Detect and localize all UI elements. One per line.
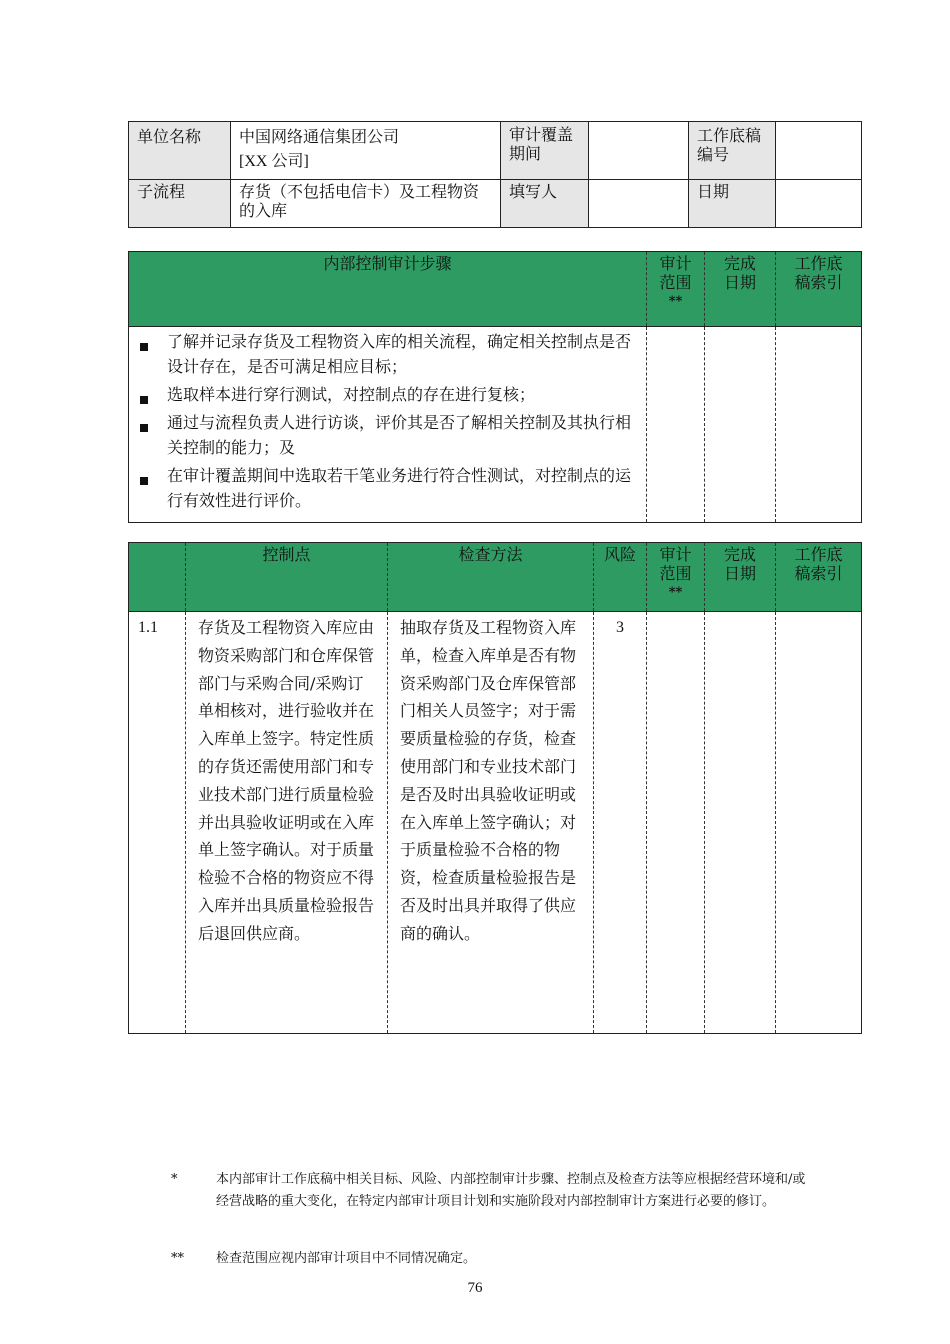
done-cell [705, 612, 776, 1034]
header-scope-text: 审计范围 [659, 254, 692, 292]
header-scope [647, 252, 705, 327]
square-bullet-icon [140, 477, 148, 485]
steps-scope-cell [647, 327, 705, 523]
period-label: 审计覆盖期间 [501, 122, 589, 180]
step-text: 选取样本进行穿行测试，对控制点的存在进行复核； [167, 385, 536, 404]
info-row-unit [129, 122, 862, 180]
steps-cell [129, 327, 647, 523]
step-text: 了解并记录存货及工程物资入库的相关流程，确定相关控制点是否设计存在，是否可满足相应目标； [167, 332, 632, 376]
footnote-mark: ** [171, 1251, 184, 1266]
step-text: 通过与流程负责人进行访谈，评价其是否了解相关控制及其执行相关控制的能力；及 [167, 413, 632, 457]
method-text: 抽取存货及工程物资入库单，检查入库单是否有物资采购部门及仓库保管部门相关人员签字；对于需要质量检验的存货，检查使用部门和专业技术部门是否及时出具验收证明或在入库单上签字确认；对于质量检验不合格的物资，检查质量检验报告是否及时出具并取得了供应商的确认。 [388, 612, 594, 1034]
date-value [776, 180, 862, 228]
header-index-text: 工作底稿索引 [794, 254, 843, 292]
header-method: 检查方法 [388, 543, 594, 612]
audit-steps-body [129, 327, 862, 523]
index-cell [776, 612, 862, 1034]
footnote-2 [171, 1248, 821, 1272]
info-table [128, 121, 862, 228]
unit-label: 单位名称 [129, 122, 231, 180]
audit-steps-table [128, 251, 862, 523]
table-row [129, 612, 862, 1034]
control-points-table [128, 542, 862, 1034]
header-control: 控制点 [186, 543, 388, 612]
header-num [129, 543, 186, 612]
risk-value: 3 [594, 612, 647, 1034]
steps-index-cell [776, 327, 862, 523]
step-text: 在审计覆盖期间中选取若干笔业务进行符合性测试，对控制点的运行有效性进行评价。 [167, 466, 632, 510]
subprocess-value: 存货（不包括电信卡）及工程物资的入库 [231, 180, 501, 228]
paper-no-value [776, 122, 862, 180]
control-header [129, 543, 862, 612]
subprocess-label: 子流程 [129, 180, 231, 228]
header-scope [647, 543, 705, 612]
list-item [139, 463, 636, 513]
header-done [705, 543, 776, 612]
square-bullet-icon [140, 424, 148, 432]
header-done-text: 完成日期 [723, 545, 756, 583]
header-done-text: 完成日期 [723, 254, 756, 292]
unit-value-line2: [XX 公司] [239, 153, 309, 170]
square-bullet-icon [140, 396, 148, 404]
unit-value-line1: 中国网络通信集团公司 [239, 127, 400, 146]
paper-no-label [689, 122, 776, 180]
scope-cell [647, 612, 705, 1034]
info-row-subprocess [129, 180, 862, 228]
header-index [776, 252, 862, 327]
page-number: 76 [467, 1280, 483, 1296]
list-item [139, 382, 636, 407]
header-steps: 内部控制审计步骤 [129, 252, 647, 327]
steps-done-cell [705, 327, 776, 523]
list-item [139, 329, 636, 379]
unit-value [231, 122, 501, 180]
paper-no-label-text: 工作底稿编号 [697, 126, 762, 164]
filler-label: 填写人 [501, 180, 589, 228]
audit-steps-header [129, 252, 862, 327]
footnote-1 [171, 1169, 821, 1239]
header-index [776, 543, 862, 612]
footnote-text: 本内部审计工作底稿中相关目标、风险、内部控制审计步骤、控制点及检查方法等应根据经营环境和/或经营战略的重大变化，在特定内部审计项目计划和实施阶段对内部控制审计方案进行必要的修订。 [216, 1172, 806, 1209]
list-item [139, 410, 636, 460]
header-done [705, 252, 776, 327]
header-index-text: 工作底稿索引 [794, 545, 843, 583]
date-label: 日期 [689, 180, 776, 228]
control-num: 1.1 [129, 612, 186, 1034]
control-text: 存货及工程物资入库应由物资采购部门和仓库保管部门与采购合同/采购订单相核对，进行验收并在入库单上签字。特定性质的存货还需使用部门和专业技术部门进行质量检验并出具验收证明或在入库单上签字确认。对于质量检验不合格的物资应不得入库并出具质量检验报告后退回供应商。 [186, 612, 388, 1034]
header-risk: 风险 [594, 543, 647, 612]
steps-list [129, 327, 646, 522]
square-bullet-icon [140, 343, 148, 351]
period-value [589, 122, 689, 180]
filler-value [589, 180, 689, 228]
footnote-text: 检查范围应视内部审计项目中不同情况确定。 [216, 1251, 477, 1266]
header-scope-mark: ** [668, 585, 683, 600]
footnote-mark: * [171, 1172, 178, 1187]
header-scope-mark: ** [668, 294, 683, 309]
header-scope-text: 审计范围 [659, 545, 692, 583]
